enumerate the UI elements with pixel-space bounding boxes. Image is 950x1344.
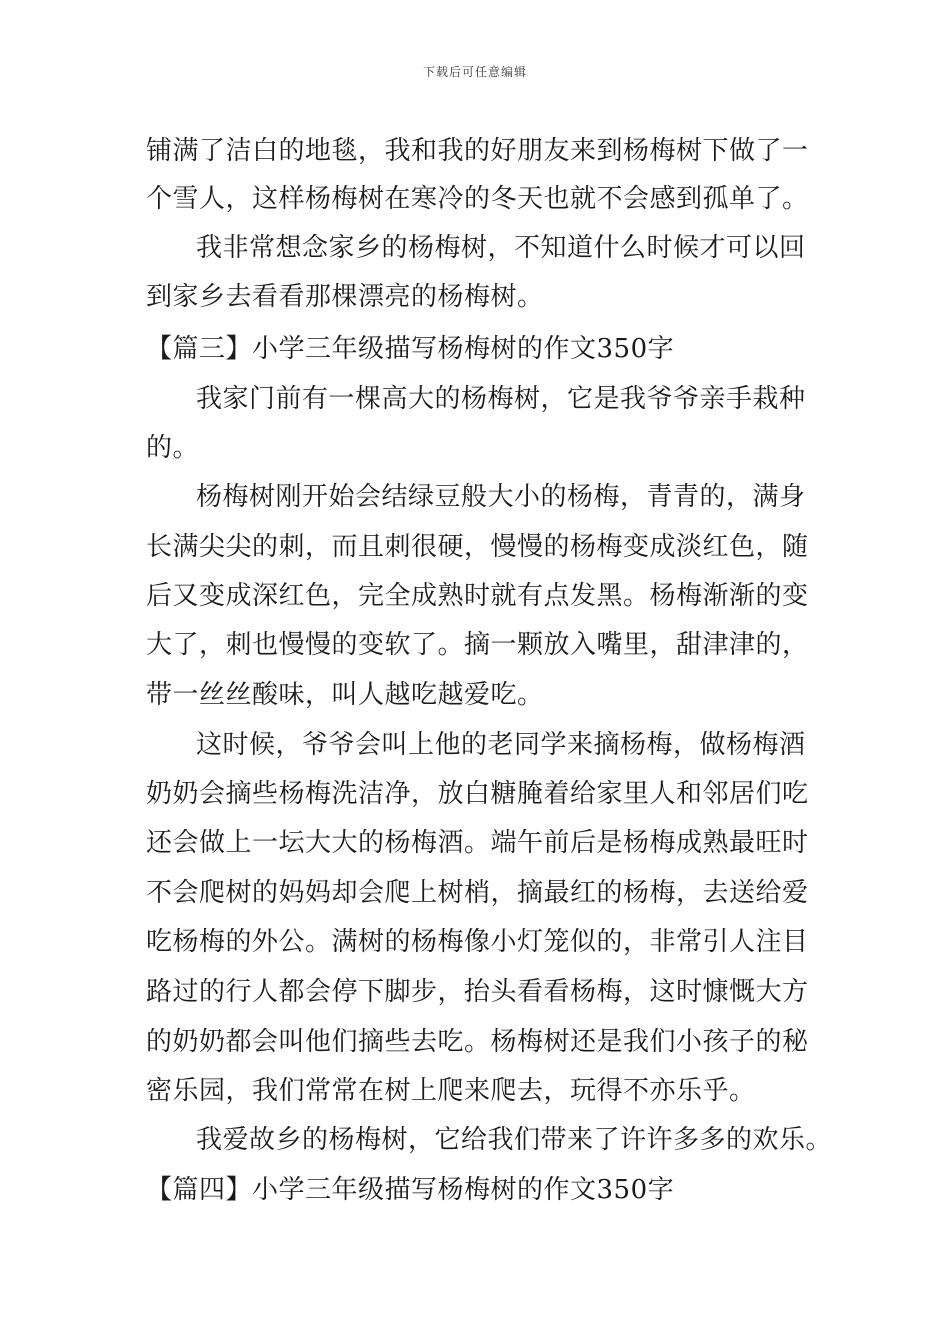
paragraph-line: 密乐园，我们常常在树上爬来爬去，玩得不亦乐乎。	[146, 1076, 756, 1106]
paragraph-line: 的。	[146, 433, 200, 463]
section-heading: 【篇三】小学三年级描写杨梅树的作文350字	[146, 334, 675, 364]
page-header: 下载后可任意编辑	[422, 65, 527, 79]
paragraph-line: 路过的行人都会停下脚步，抬头看看杨梅，这时慷慨大方	[146, 977, 809, 1007]
paragraph-line: 带一丝丝酸味，叫人越吃越爱吃。	[146, 680, 544, 710]
paragraph-line: 到家乡去看看那棵漂亮的杨梅树。	[146, 282, 544, 312]
paragraph-line: 还会做上一坛大大的杨梅酒。端午前后是杨梅成熟最旺时	[146, 828, 809, 858]
paragraph-line: 杨梅树刚开始会结绿豆般大小的杨梅，青青的，满身	[196, 482, 806, 512]
paragraph-line: 我爱故乡的杨梅树，它给我们带来了许许多多的欢乐。	[196, 1125, 833, 1155]
paragraph-line: 的奶奶都会叫他们摘些去吃。杨梅树还是我们小孩子的秘	[146, 1027, 809, 1057]
paragraph-line: 长满尖尖的刺，而且刺很硬，慢慢的杨梅变成淡红色，随	[146, 532, 809, 562]
paragraph-line: 个雪人，这样杨梅树在寒冷的冬天也就不会感到孤单了。	[146, 184, 809, 214]
paragraph-line: 这时候，爷爷会叫上他的老同学来摘杨梅，做杨梅酒	[196, 730, 806, 760]
paragraph-line: 不会爬树的妈妈却会爬上树梢，摘最红的杨梅，去送给爱	[146, 878, 809, 908]
paragraph-line: 我非常想念家乡的杨梅树，不知道什么时候才可以回	[196, 233, 806, 263]
paragraph-line: 吃杨梅的外公。满树的杨梅像小灯笼似的，非常引人注目	[146, 927, 809, 957]
paragraph-line: 后又变成深红色，完全成熟时就有点发黑。杨梅渐渐的变	[146, 581, 809, 611]
paragraph-line: 大了，刺也慢慢的变软了。摘一颗放入嘴里，甜津津的，	[146, 630, 809, 660]
section-heading: 【篇四】小学三年级描写杨梅树的作文350字	[146, 1175, 675, 1205]
paragraph-line: 奶奶会摘些杨梅洗洁净，放白糖腌着给家里人和邻居们吃	[146, 779, 809, 809]
paragraph-line: 我家门前有一棵高大的杨梅树，它是我爷爷亲手栽种	[196, 384, 806, 414]
paragraph-line: 铺满了洁白的地毯，我和我的好朋友来到杨梅树下做了一	[146, 136, 809, 166]
